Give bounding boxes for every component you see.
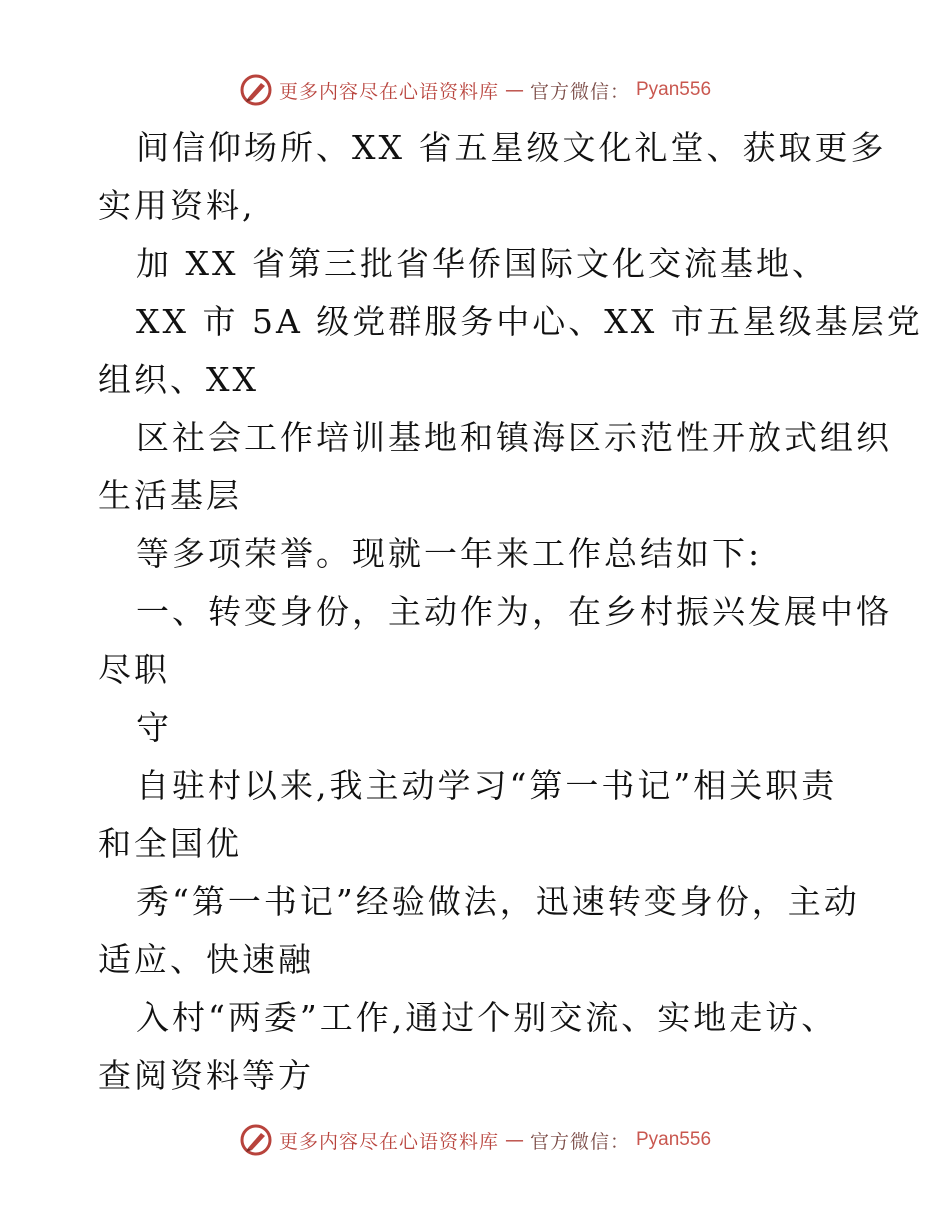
section-heading-line: 守 (136, 708, 172, 747)
section-heading-line: 一、转变身份，主动作为，在乡村振兴发展中恪 (136, 592, 892, 631)
text-line: 和全国优 (98, 824, 242, 863)
header-watermark-banner (0, 70, 950, 110)
text-line: 区社会工作培训基地和镇海区示范性开放式组织 (136, 418, 892, 457)
text-line: 组织、XX (98, 360, 259, 399)
text-line: 实用资料, (98, 186, 256, 225)
banner-main-text: 更多内容尽在心语资料库 (278, 1130, 499, 1153)
pen-logo-icon (239, 73, 273, 107)
text-line: XX 市 5A 级党群服务中心、XX 市五星级基层党 (136, 302, 923, 341)
banner-wechat-id: Pyan556 (636, 1129, 712, 1150)
text-line: 入村“两委”工作,通过个别交流、实地走访、 (136, 998, 838, 1037)
footer-watermark-banner (0, 1120, 950, 1160)
banner-main-text: 更多内容尽在心语资料库 (278, 80, 499, 103)
text-line: 等多项荣誉。现就一年来工作总结如下: (136, 534, 763, 573)
banner-dash: — (504, 1129, 524, 1151)
text-line: 间信仰场所、XX 省五星级文化礼堂、获取更多 (136, 128, 887, 167)
banner-dash: — (504, 79, 524, 101)
text-line: 适应、快速融 (98, 940, 314, 979)
section-heading-line: 尽职 (98, 650, 170, 689)
text-line: 秀“第一书记”经验做法，迅速转变身份，主动 (136, 882, 860, 921)
pen-logo-icon (239, 1123, 273, 1157)
text-line: 加 XX 省第三批省华侨国际文化交流基地、 (136, 244, 828, 283)
banner-wechat-label: 官方微信： (529, 80, 630, 103)
banner-wechat-label: 官方微信： (529, 1130, 630, 1153)
text-line: 自驻村以来,我主动学习“第一书记”相关职责 (136, 766, 838, 805)
text-line: 查阅资料等方 (98, 1056, 314, 1095)
text-line: 生活基层 (98, 476, 242, 515)
banner-wechat-id: Pyan556 (636, 79, 712, 100)
